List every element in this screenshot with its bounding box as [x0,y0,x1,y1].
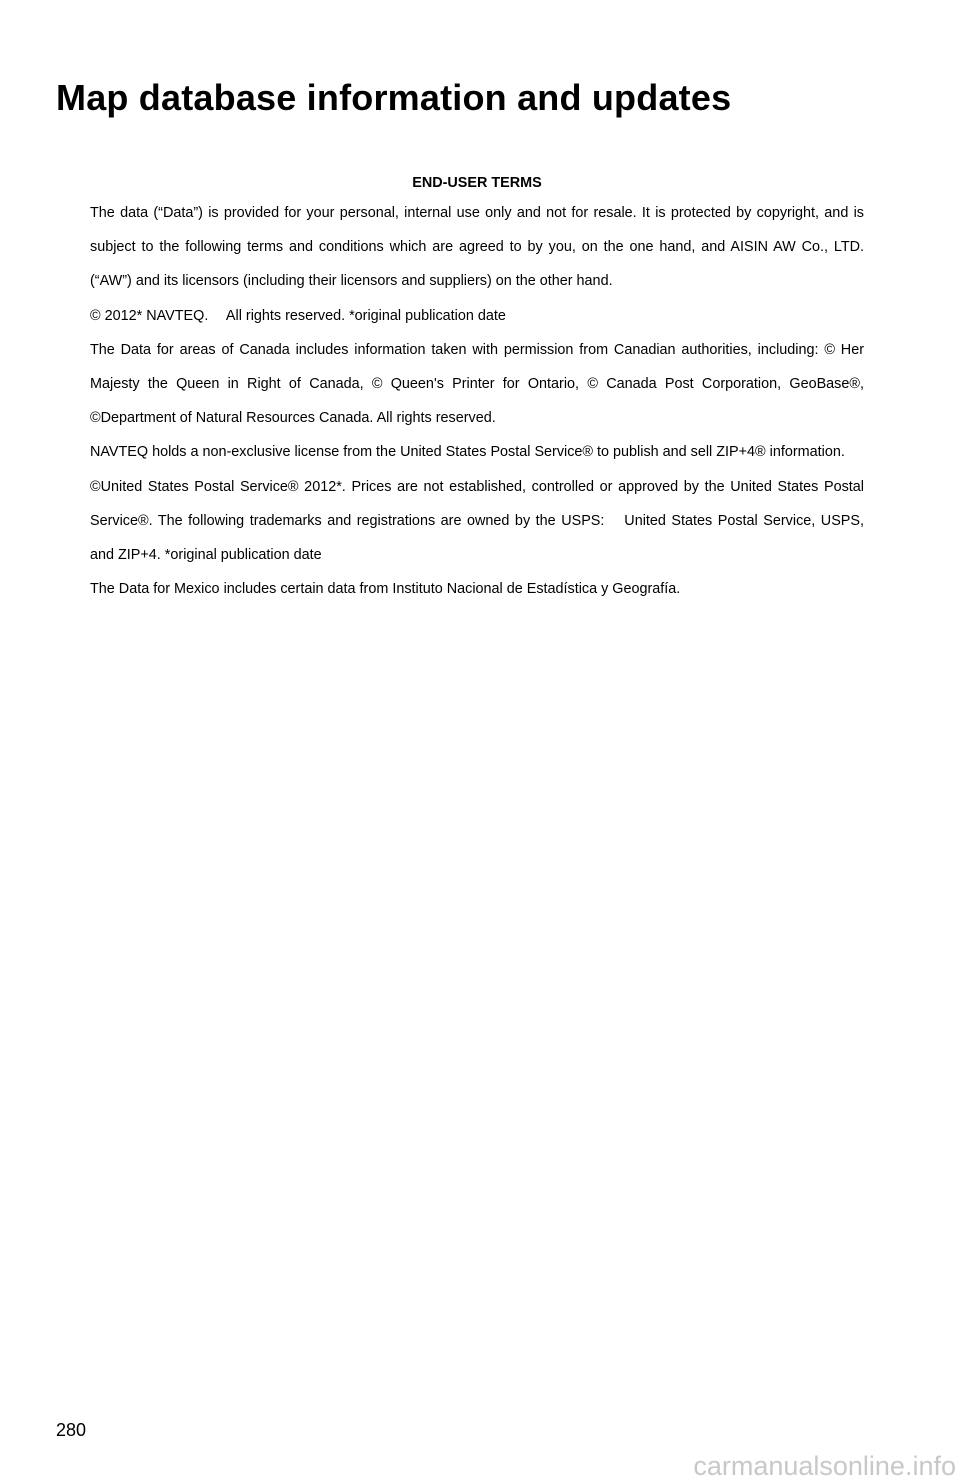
terms-paragraph-usps: ©United States Postal Service® 2012*. Prices are not established, controlled or approved by the United States Postal Service®. The following trademarks and registrations are owned by the USPS: United States Postal Service, USPS, and ZIP+4. *original publication date [90,478,864,564]
terms-paragraph-mexico: The Data for Mexico includes certain data from Instituto Nacional de Estadística y Geografía. [90,581,681,598]
terms-paragraph-navteq-copyright: © 2012* NAVTEQ. All rights reserved. *original publication date [90,307,506,324]
page-title: Map database information and updates [56,77,732,118]
terms-heading: END-USER TERMS [412,175,542,191]
page-number: 280 [56,1420,87,1440]
terms-paragraph-canada: The Data for areas of Canada includes information taken with permission from Canadian authorities, including: © Her Majesty the Queen in Right of Canada, © Queen's Printer for Ontario, © Canada Post Corporation, GeoBase®, ©Department of Natural Resources Canada. All rights reserved. [90,341,864,427]
terms-paragraph-navteq-license: NAVTEQ holds a non-exclusive license from the United States Postal Service® to publish and sell ZIP+4® information. [90,444,845,461]
watermark: carmanualsonline.info [693,1451,956,1481]
end-user-terms-section [90,170,864,606]
terms-paragraph-data-use: The data (“Data”) is provided for your personal, internal use only and not for resale. It is protected by copyright, and is subject to the following terms and conditions which are agreed to by you, on the one hand, and AISIN AW Co., LTD. (“AW”) and its licensors (including their licensors and suppliers) on the other hand. [90,205,864,290]
